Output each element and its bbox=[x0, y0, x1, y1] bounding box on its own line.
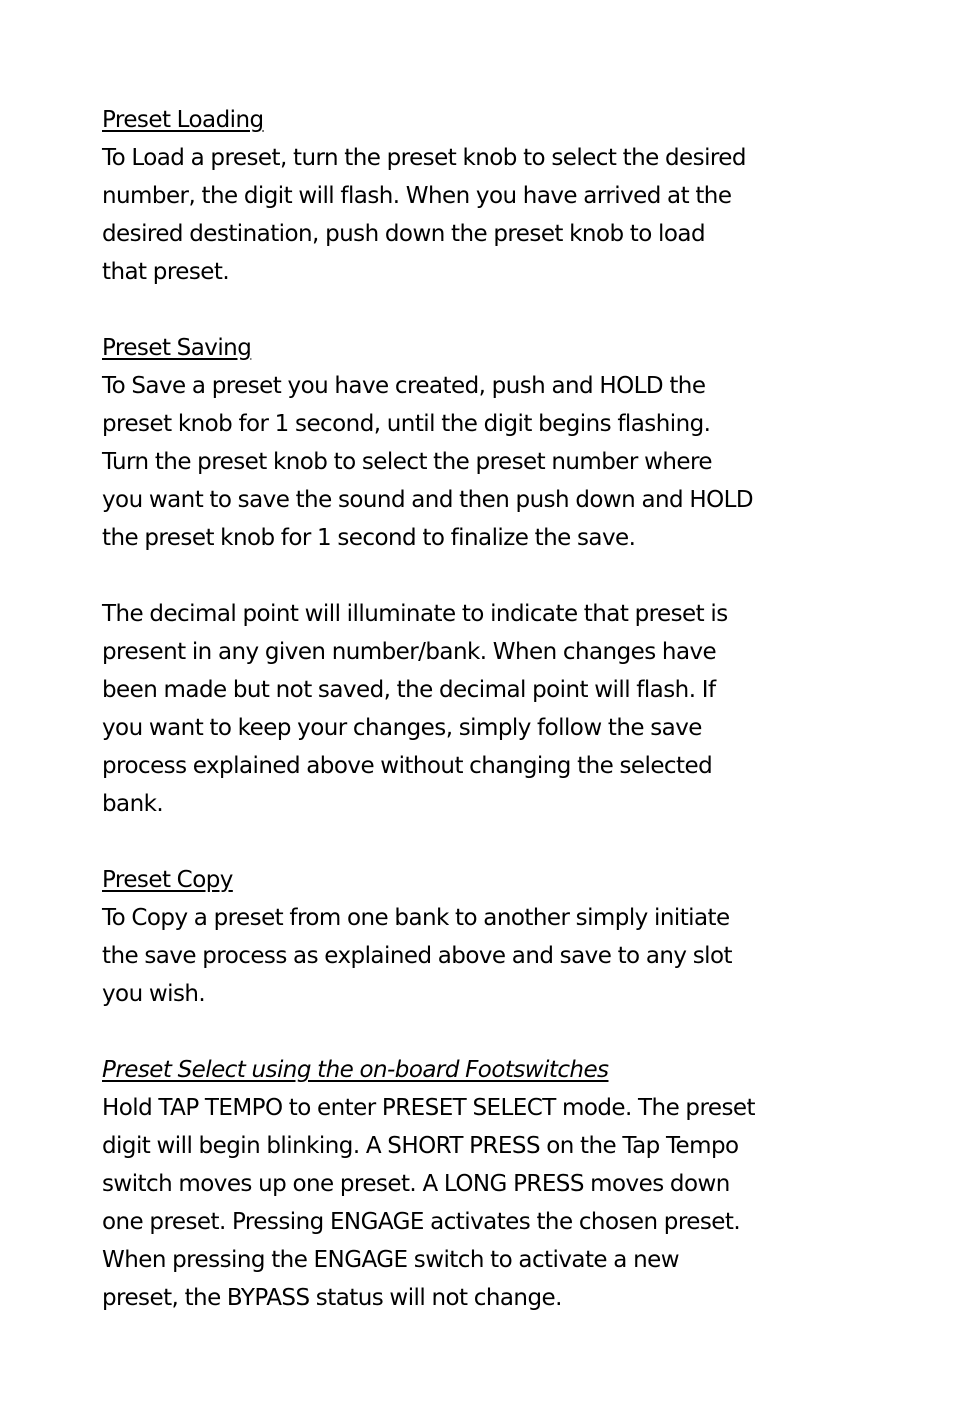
body-line: number, the digit will flash. When you have arrived at the bbox=[102, 183, 732, 209]
body-line: been made but not saved, the decimal point will flash. If bbox=[102, 677, 716, 703]
body-line: bank. bbox=[102, 791, 164, 817]
body-line: preset knob for 1 second, until the digit begins flashing. bbox=[102, 411, 711, 437]
body-line: present in any given number/bank. When changes have bbox=[102, 639, 717, 665]
section-footswitch-select bbox=[102, 1051, 902, 1317]
body-line: To Load a preset, turn the preset knob to select the desired bbox=[102, 145, 746, 171]
body-line: you wish. bbox=[102, 981, 206, 1007]
body-line: the save process as explained above and save to any slot bbox=[102, 943, 732, 969]
section-heading: Preset Loading bbox=[102, 107, 264, 133]
body-line: When pressing the ENGAGE switch to activate a new bbox=[102, 1247, 679, 1273]
body-line: that preset. bbox=[102, 259, 230, 285]
section-preset-copy bbox=[102, 861, 902, 1013]
section-decimal-point bbox=[102, 595, 902, 823]
body-line: process explained above without changing the selected bbox=[102, 753, 713, 779]
section-heading: Preset Select using the on-board Footswitches bbox=[102, 1057, 609, 1083]
body-line: you want to keep your changes, simply follow the save bbox=[102, 715, 702, 741]
body-line: To Copy a preset from one bank to another simply initiate bbox=[102, 905, 730, 931]
body-line: one preset. Pressing ENGAGE activates the chosen preset. bbox=[102, 1209, 741, 1235]
section-preset-saving bbox=[102, 329, 902, 557]
body-line: To Save a preset you have created, push and HOLD the bbox=[102, 373, 706, 399]
document-page bbox=[102, 101, 902, 1355]
body-line: preset, the BYPASS status will not change. bbox=[102, 1285, 562, 1311]
body-line: digit will begin blinking. A SHORT PRESS on the Tap Tempo bbox=[102, 1133, 739, 1159]
body-line: Turn the preset knob to select the preset number where bbox=[102, 449, 712, 475]
section-heading: Preset Saving bbox=[102, 335, 252, 361]
body-line: you want to save the sound and then push down and HOLD bbox=[102, 487, 754, 513]
body-line: switch moves up one preset. A LONG PRESS moves down bbox=[102, 1171, 730, 1197]
body-line: desired destination, push down the preset knob to load bbox=[102, 221, 706, 247]
body-line: Hold TAP TEMPO to enter PRESET SELECT mode. The preset bbox=[102, 1095, 755, 1121]
body-line: The decimal point will illuminate to indicate that preset is bbox=[102, 601, 728, 627]
section-preset-loading bbox=[102, 101, 902, 291]
body-line: the preset knob for 1 second to finalize the save. bbox=[102, 525, 636, 551]
section-heading: Preset Copy bbox=[102, 867, 233, 893]
